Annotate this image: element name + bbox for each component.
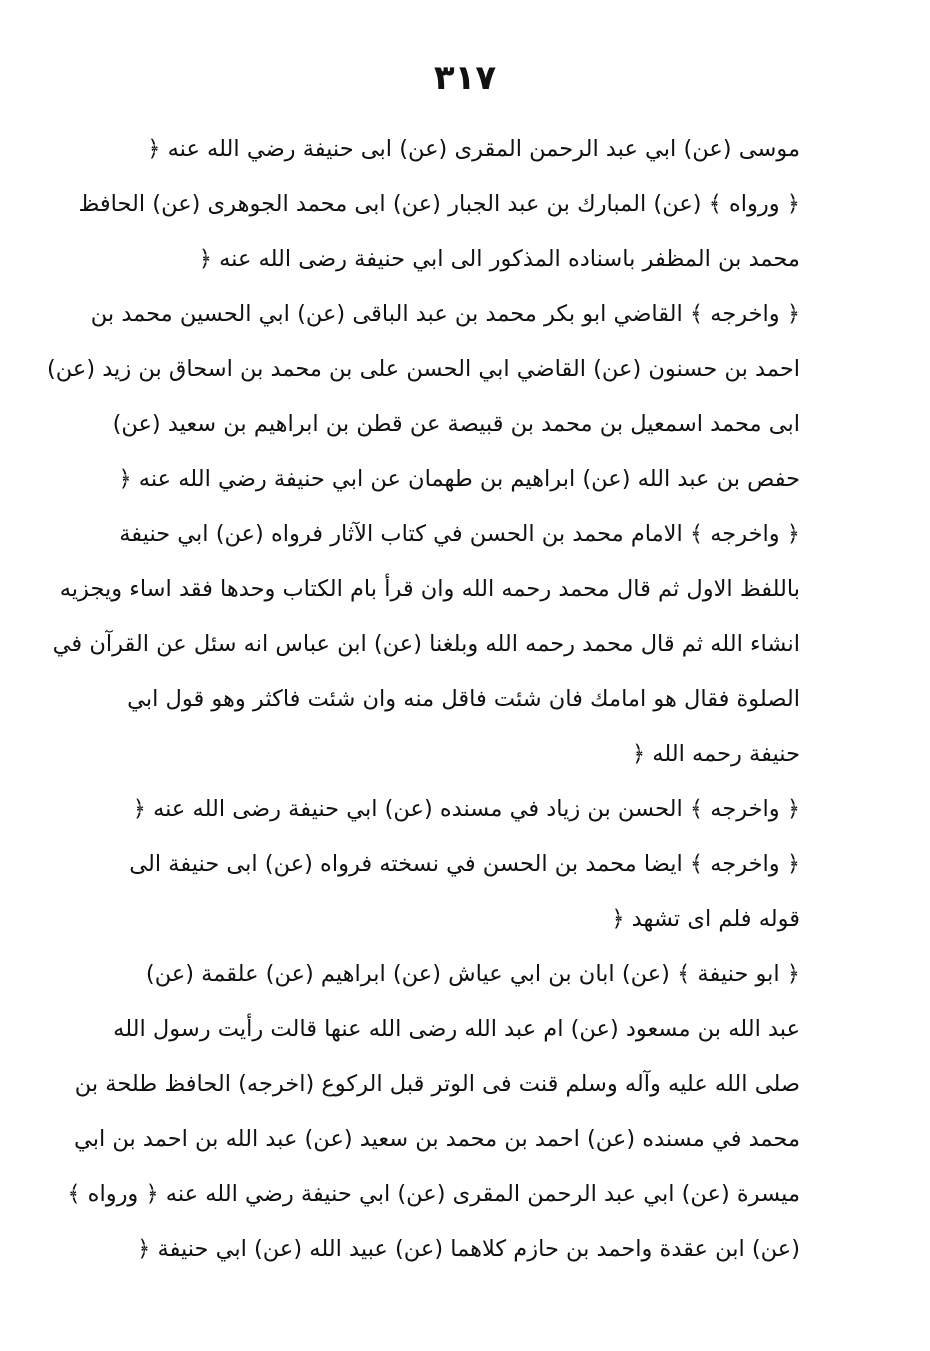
text-line: ميسرة (عن) ابي عبد الرحمن المقرى (عن) ابي حنيفة رضي الله عنه ﴿ ورواه ﴾ — [67, 1181, 800, 1207]
text-line: قوله فلم اى تشهد ﴿ — [611, 906, 800, 932]
text-line: ﴿ واخرجه ﴾ ايضا محمد بن الحسن في نسخته فرواه (عن) ابى حنيفة الى — [129, 851, 800, 877]
text-line: محمد في مسنده (عن) احمد بن محمد بن سعيد (عن) عبد الله بن احمد بن ابي — [73, 1126, 800, 1152]
text-line: موسى (عن) ابي عبد الرحمن المقرى (عن) ابى حنيفة رضي الله عنه ﴿ — [147, 136, 800, 162]
text-line: عبد الله بن مسعود (عن) ام عبد الله رضى الله عنها قالت رأيت رسول الله — [113, 1016, 800, 1042]
text-line: ﴿ واخرجه ﴾ الامام محمد بن الحسن في كتاب الآثار فرواه (عن) ابي حنيفة — [119, 521, 800, 547]
text-line: (عن) ابن عقدة واحمد بن حازم كلاهما (عن) عبيد الله (عن) ابي حنيفة ﴿ — [137, 1236, 800, 1262]
text-line: ﴿ واخرجه ﴾ الحسن بن زياد في مسنده (عن) ابي حنيفة رضى الله عنه ﴿ — [132, 796, 800, 822]
text-line: الصلوة فقال هو امامك فان شئت فاقل منه وان شئت فاكثر وهو قول ابي — [127, 686, 800, 712]
text-line: ابى محمد اسمعيل بن محمد بن قبيصة عن قطن بن ابراهيم بن سعيد (عن) — [112, 411, 800, 437]
text-line: ﴿ ورواه ﴾ (عن) المبارك بن عبد الجبار (عن) ابى محمد الجوهرى (عن) الحافظ — [78, 191, 800, 217]
text-line: باللفظ الاول ثم قال محمد رحمه الله وان قرأ بام الكتاب وحدها فقد اساء ويجزيه — [59, 576, 800, 602]
text-line: صلى الله عليه وآله وسلم قنت فى الوتر قبل الركوع (اخرجه) الحافظ طلحة بن — [74, 1071, 800, 1097]
text-line: ﴿ ابو حنيفة ﴾ (عن) ابان بن ابي عياش (عن) ابراهيم (عن) علقمة (عن) — [145, 961, 800, 987]
text-line: انشاء الله ثم قال محمد رحمه الله وبلغنا (عن) ابن عباس انه سئل عن القرآن في — [52, 631, 800, 657]
body-text — [46, 122, 800, 1277]
text-line: حفص بن عبد الله (عن) ابراهيم بن طهمان عن ابي حنيفة رضي الله عنه ﴿ — [118, 466, 800, 492]
text-line: ﴿ واخرجه ﴾ القاضي ابو بكر محمد بن عبد الباقى (عن) ابي الحسين محمد بن — [90, 301, 800, 327]
text-line: احمد بن حسنون (عن) القاضي ابي الحسن على بن محمد بن اسحاق بن زيد (عن) — [46, 356, 800, 382]
text-line: حنيفة رحمه الله ﴿ — [631, 741, 800, 767]
page-number: ٣١٧ — [433, 58, 497, 98]
text-line: محمد بن المظفر باسناده المذكور الى ابي حنيفة رضى الله عنه ﴿ — [198, 246, 800, 272]
